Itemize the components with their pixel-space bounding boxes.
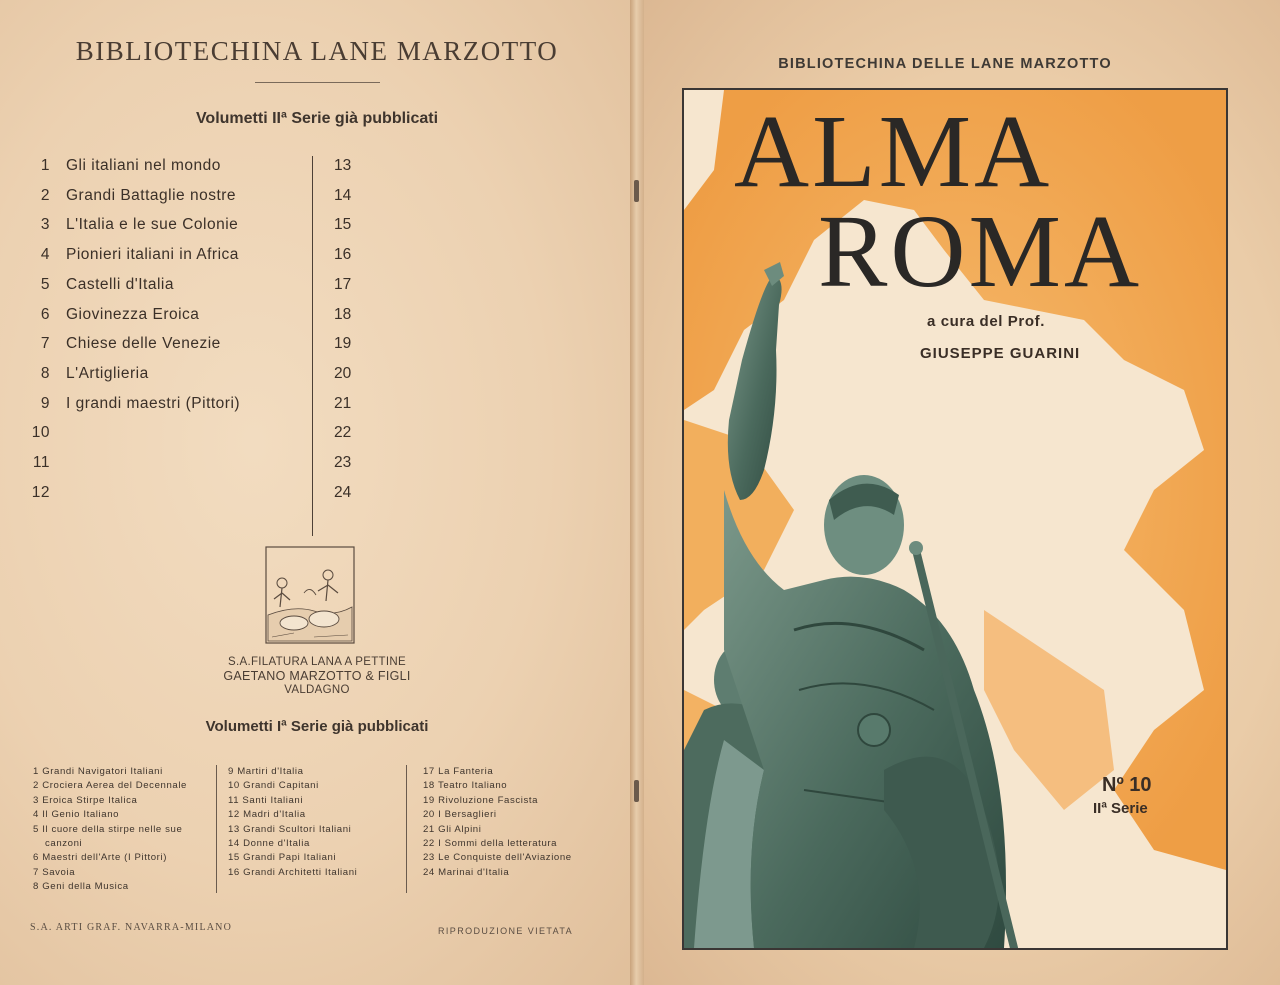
series1-list-item: 22 I Sommi della letteratura [423,838,558,850]
series2-row-number: 8 [40,364,50,382]
series1-list-item: 6 Maestri dell'Arte (I Pittori) [33,852,167,864]
series1-divider-2 [406,765,407,893]
series1-heading: Volumetti Iª Serie già pubblicati [205,718,429,735]
series2-right-number: 19 [334,335,352,353]
series1-column-1 [33,765,187,895]
series1-column-3 [423,765,572,880]
cover-author: GIUSEPPE GUARINI [920,345,1081,362]
series2-row-title: L'Artiglieria [66,364,149,382]
series1-list-item: 17 La Fanteria [423,766,494,777]
series2-row-title: Gli italiani nel mondo [66,157,221,174]
series1-list-item: 16 Grandi Architetti Italiani [228,866,358,878]
series1-divider-1 [216,765,217,893]
series2-right-number: 16 [334,246,352,264]
cover-header: BIBLIOTECHINA DELLE LANE MARZOTTO [778,56,1112,72]
series2-row-title: Castelli d'Italia [66,275,174,293]
series1-list-item: 2 Crociera Aerea del Decennale [33,780,187,792]
series2-row-number: 2 [40,186,50,204]
series1-list-item: canzoni [45,838,83,850]
series2-row-title: L'Italia e le sue Colonie [66,216,239,234]
marzotto-shepherd-emblem [264,545,356,645]
series1-list-item: 9 Martiri d'Italia [228,766,304,777]
series1-list-item: 21 Gli Alpini [423,823,482,835]
series2-row-number: 9 [40,394,50,412]
series2-right-number: 22 [334,424,352,442]
cover-title-line-1: ALMA [734,94,1053,209]
series2-heading: Volumetti IIª Serie già pubblicati [195,110,439,127]
series2-row-number: 1 [40,157,50,174]
cover-title-line-2: ROMA [818,194,1143,309]
series1-list-item: 10 Grandi Capitani [228,780,319,792]
series2-column-divider [312,156,313,536]
series1-list-item: 8 Geni della Musica [33,881,129,893]
series2-row-number: 10 [31,424,50,442]
staple-bottom [634,780,639,802]
series1-list-item: 19 Rivoluzione Fascista [423,794,539,806]
series1-list-item: 23 Le Conquiste dell'Aviazione [423,852,572,864]
series2-row-number: 5 [40,275,50,293]
series1-list-item: 24 Marinai d'Italia [423,866,510,878]
series1-list-item: 11 Santi Italiani [228,794,304,806]
series2-row-number: 6 [40,305,50,323]
series1-list-item: 20 I Bersaglieri [423,809,497,821]
series2-right-number: 13 [334,157,352,174]
series2-row-title: Giovinezza Eroica [66,305,200,323]
series2-row-number: 12 [31,483,50,501]
series2-right-number: 15 [334,216,352,234]
series2-row-number: 4 [40,246,50,264]
series1-list-item: 12 Madri d'Italia [228,809,306,821]
staple-top [634,180,639,202]
cover-subtitle: a cura del Prof. [927,313,1045,330]
printer-imprint: S.A. ARTI GRAF. NAVARRA-MILANO [30,922,233,933]
series2-row-number: 11 [32,454,50,471]
series2-right-number: 14 [334,186,352,204]
series2-row-title: I grandi maestri (Pittori) [66,394,241,412]
series2-right-number: 20 [334,364,352,382]
series2-row-title: Chiese delle Venezie [66,335,221,353]
series2-right-number: 24 [334,483,352,501]
reproduction-notice: RIPRODUZIONE VIETATA [438,926,574,936]
series2-right-number: 21 [334,394,352,412]
series1-list-item: 13 Grandi Scultori Italiani [228,823,352,835]
series1-list-item: 18 Teatro Italiano [423,780,508,792]
series2-row-number: 7 [40,335,50,353]
series2-row-title: Grandi Battaglie nostre [66,186,237,204]
series2-row-number: 3 [40,216,50,234]
series1-list-item: 3 Eroica Stirpe Italica [33,794,138,806]
issue-number: Nº 10 [1102,774,1152,796]
factory-line-2: GAETANO MARZOTTO & FIGLI [223,669,411,683]
series1-list-item: 14 Donne d'Italia [228,838,310,850]
series1-column-2 [228,765,357,880]
booklet-spine [630,0,644,985]
issue-series: IIª Serie [1093,800,1148,817]
series2-right-number: 23 [334,454,352,471]
series1-list-item: 15 Grandi Papi Italiani [228,852,337,864]
factory-line-1: S.A.FILATURA LANA A PETTINE [228,656,406,668]
title-divider [255,82,380,83]
series1-list-item: 7 Savoia [33,866,76,878]
back-cover-page [0,0,634,985]
factory-line-3: VALDAGNO [284,684,350,696]
series2-right-number: 18 [334,305,352,323]
series1-list-item: 4 Il Genio Italiano [33,809,120,821]
series2-row-title: Pionieri italiani in Africa [66,246,239,264]
series2-right-number: 17 [334,275,352,293]
series1-list-item: 1 Grandi Navigatori Italiani [33,766,163,777]
series1-list-item: 5 Il cuore della stirpe nelle sue [33,823,183,835]
back-cover-title: BIBLIOTECHINA LANE MARZOTTO [75,36,559,66]
